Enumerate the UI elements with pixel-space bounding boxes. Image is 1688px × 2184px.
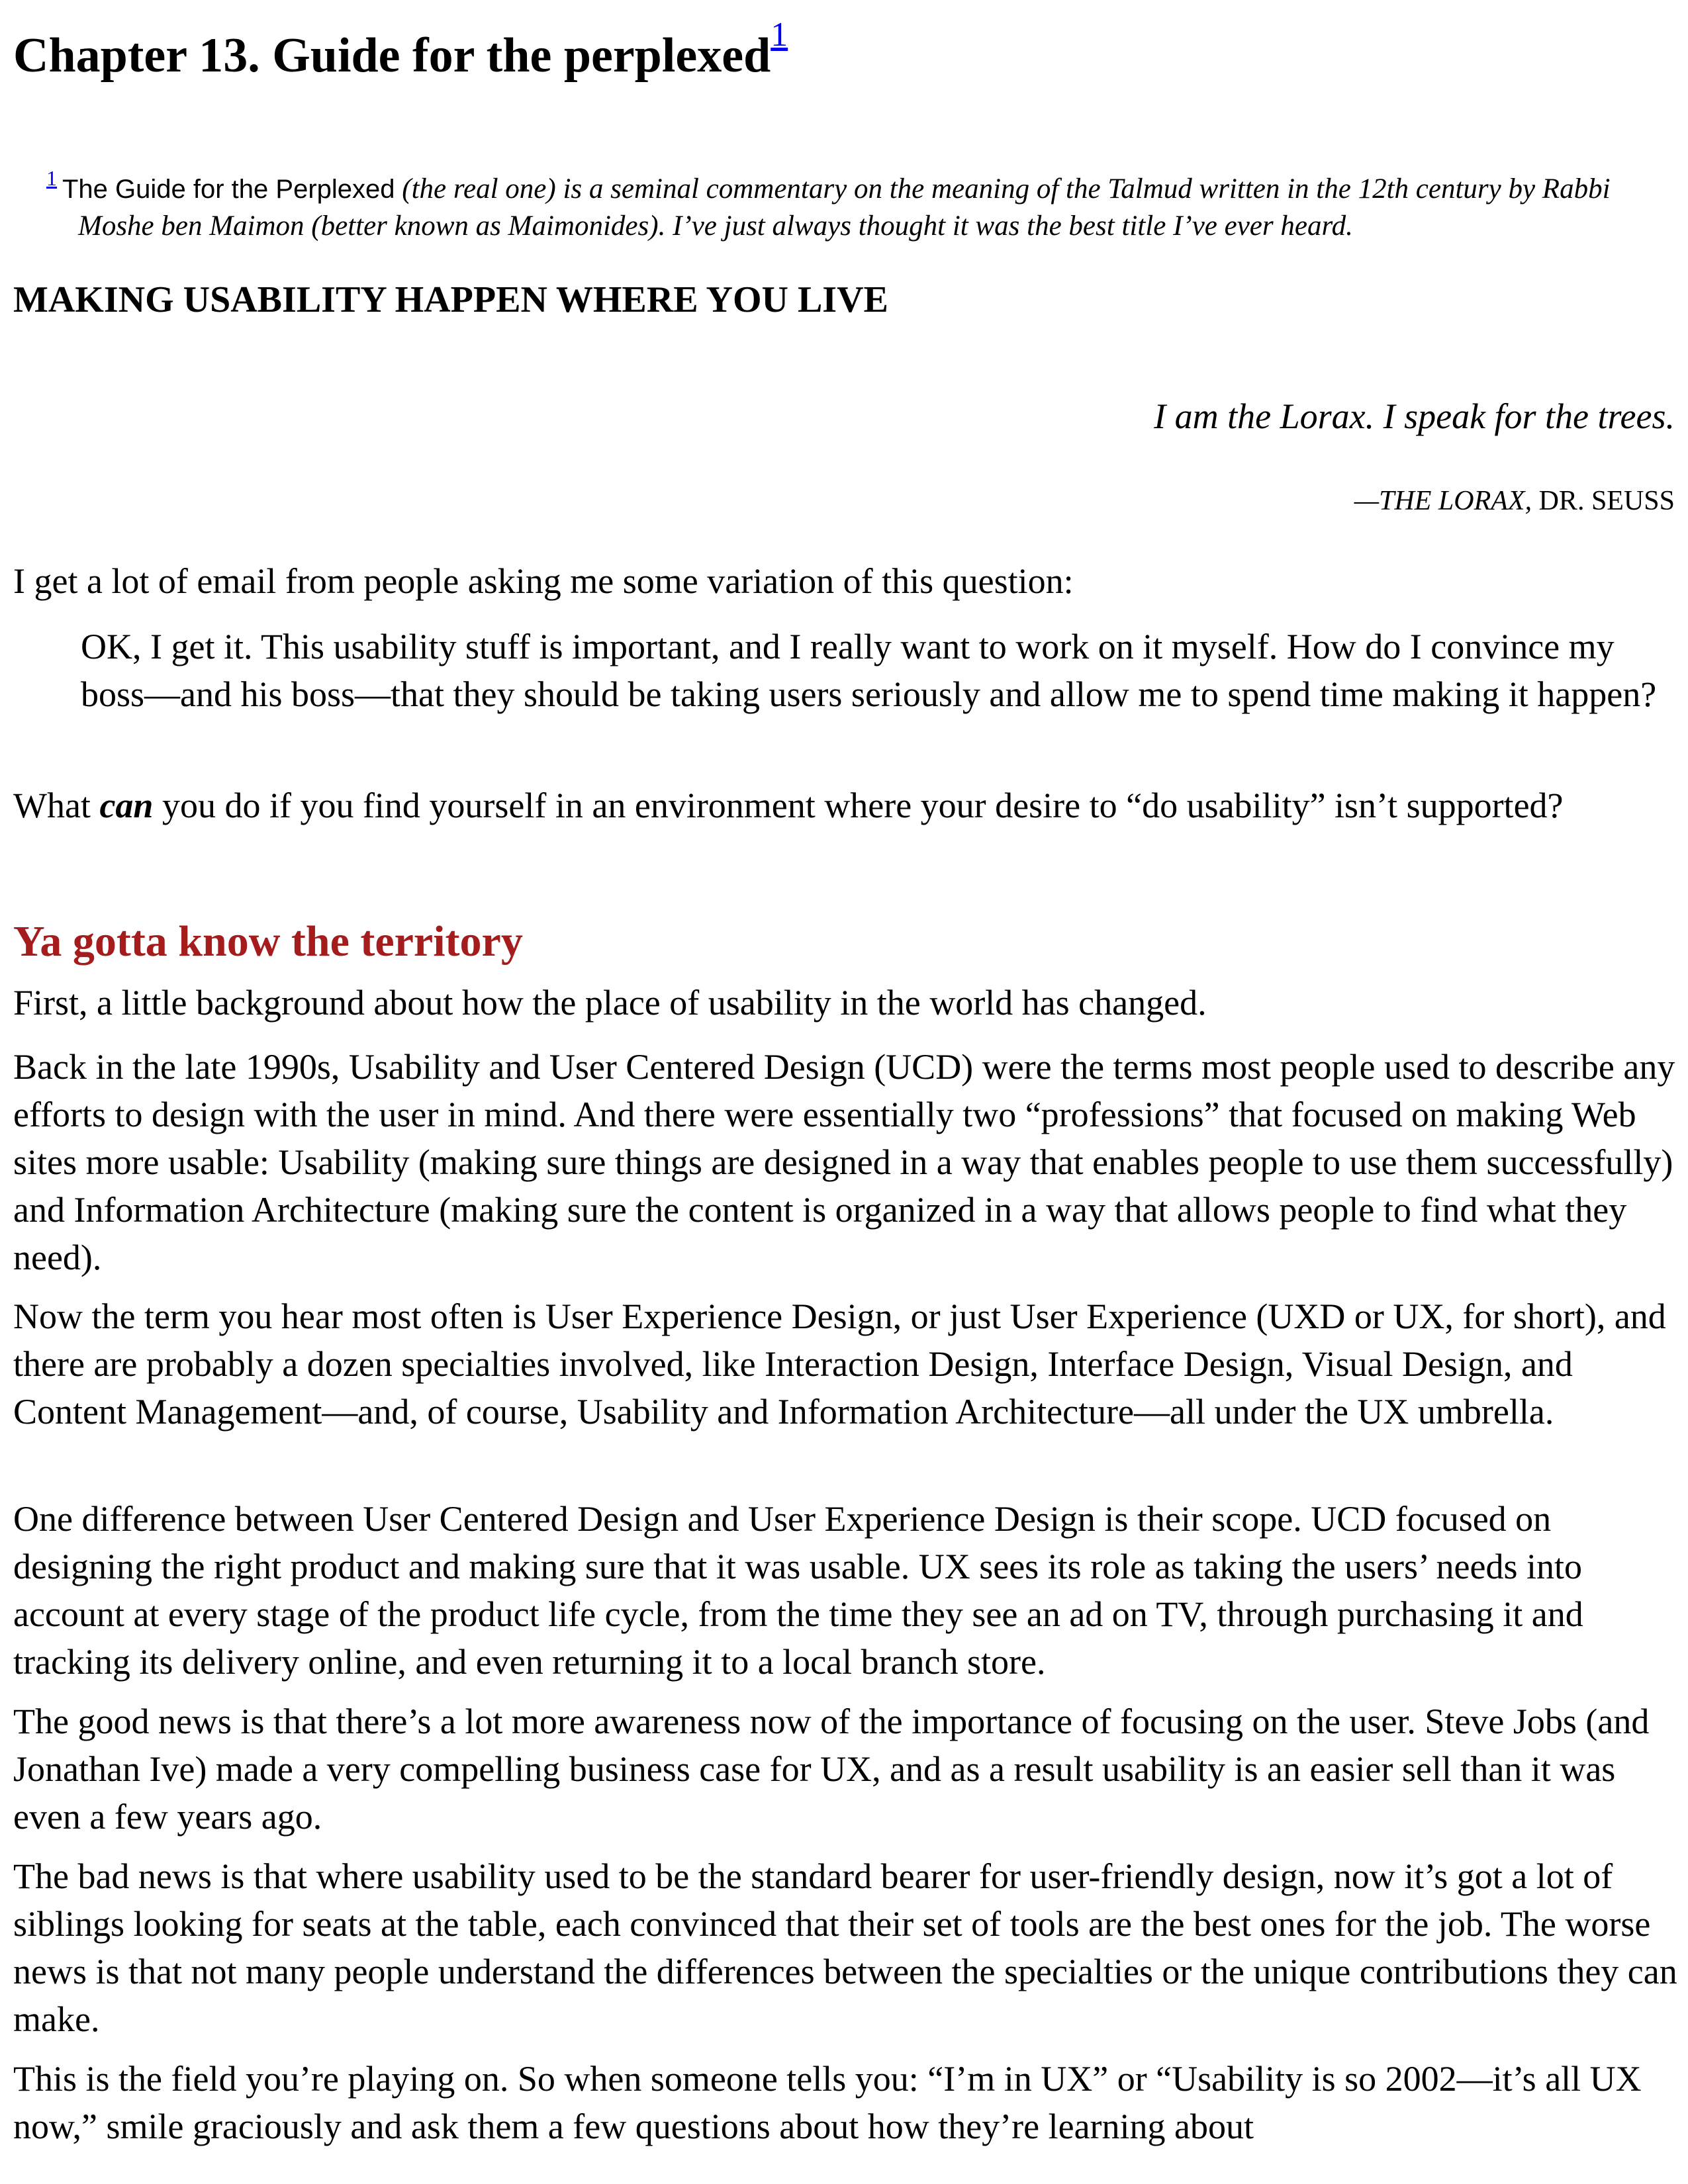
epigraph-quote: I am the Lorax. I speak for the trees. [1154,396,1675,436]
intro-paragraph: I get a lot of email from people asking me some variation of this question: [13,561,1074,601]
footnote [46,165,1668,245]
paragraph-good-news: The good news is that there’s a lot more awareness now of the importance of focusing on the user. Steve Jobs (and Jonathan Ive) made a very compelling business case for UX, and as a result usability is an easier sell than it was even a few years ago. [13,1702,1650,1837]
reader-question-blockquote: OK, I get it. This usability stuff is important, and I really want to work on it myself. How do I convince my boss—and his boss—that they should be taking users seriously and allow me to spend time making it happen? [81,627,1657,714]
question-stress: can [99,786,154,825]
paragraph-scope: One difference between User Centered Design and User Experience Design is their scope. UCD focused on designing the right product and making sure that it was usable. UX sees its role as taking the users’ needs into account at every stage of the product life cycle, from the time they see an ad on TV, through purchasing it and tracking its delivery online, and even returning it to a local branch store. [13,1499,1583,1682]
chapter-title [13,16,788,85]
question-before: What [13,786,100,825]
paragraph-bad-news: The bad news is that where usability used to be the standard bearer for user-friendly design, now it’s got a lot of siblings looking for seats at the table, each convinced that their set of tools are the best ones for the job. The worse news is that not many people understand the differences between the specialties or the unique contributions they can make. [13,1856,1677,2039]
paragraph-background: First, a little background about how the place of usability in the world has changed. [13,983,1207,1023]
paragraph-late-1990s: Back in the late 1990s, Usability and User Centered Design (UCD) were the terms most people used to describe any efforts to design with the user in mind. And there were essentially two “professions” that focused on making Web sites more usable: Usability (making sure things are designed in a way that enables people to use them successfully) and Information Architecture (making sure the content is organized in a way that allows people to find what they need). [13,1047,1675,1277]
subhead: Ya gotta know the territory [13,917,523,966]
footnote-marker-link[interactable]: 1 [46,165,57,190]
question-after: you do if you find yourself in an environment where your desire to “do usability” isn’t supported? [153,786,1564,825]
footnote-lead: The Guide for the Perplexed [62,175,395,204]
footnote-reference-link[interactable]: 1 [771,16,788,54]
epigraph-source [1354,484,1675,518]
section-title: MAKING USABILITY HAPPEN WHERE YOU LIVE [13,279,888,320]
paragraph-field: This is the field you’re playing on. So when someone tells you: “I’m in UX” or “Usability is so 2002—it’s all UX now,” smile graciously and ask them a few questions about how they’re learning about [13,2059,1642,2146]
epigraph-source-work: —THE LORAX, [1354,486,1532,516]
epigraph-source-author: DR. SEUSS [1532,486,1675,516]
footnote-text: (the real one) is a seminal commentary on the meaning of the Talmud written in the 12th century by Rabbi Moshe ben Maimon (better known as Maimonides). I’ve just always thought it was the best title I’ve ever heard. [78,173,1611,242]
question-paragraph [13,782,1681,829]
paragraph-ux-term: Now the term you hear most often is User Experience Design, or just User Experience (UXD or UX, for short), and there are probably a dozen specialties involved, like Interaction Design, Interface Design, Visual Design, and Content Management—and, of course, Usability and Information Architecture—all under the UX umbrella. [13,1297,1666,1432]
chapter-title-text: Chapter 13. Guide for the perplexed [13,28,771,83]
